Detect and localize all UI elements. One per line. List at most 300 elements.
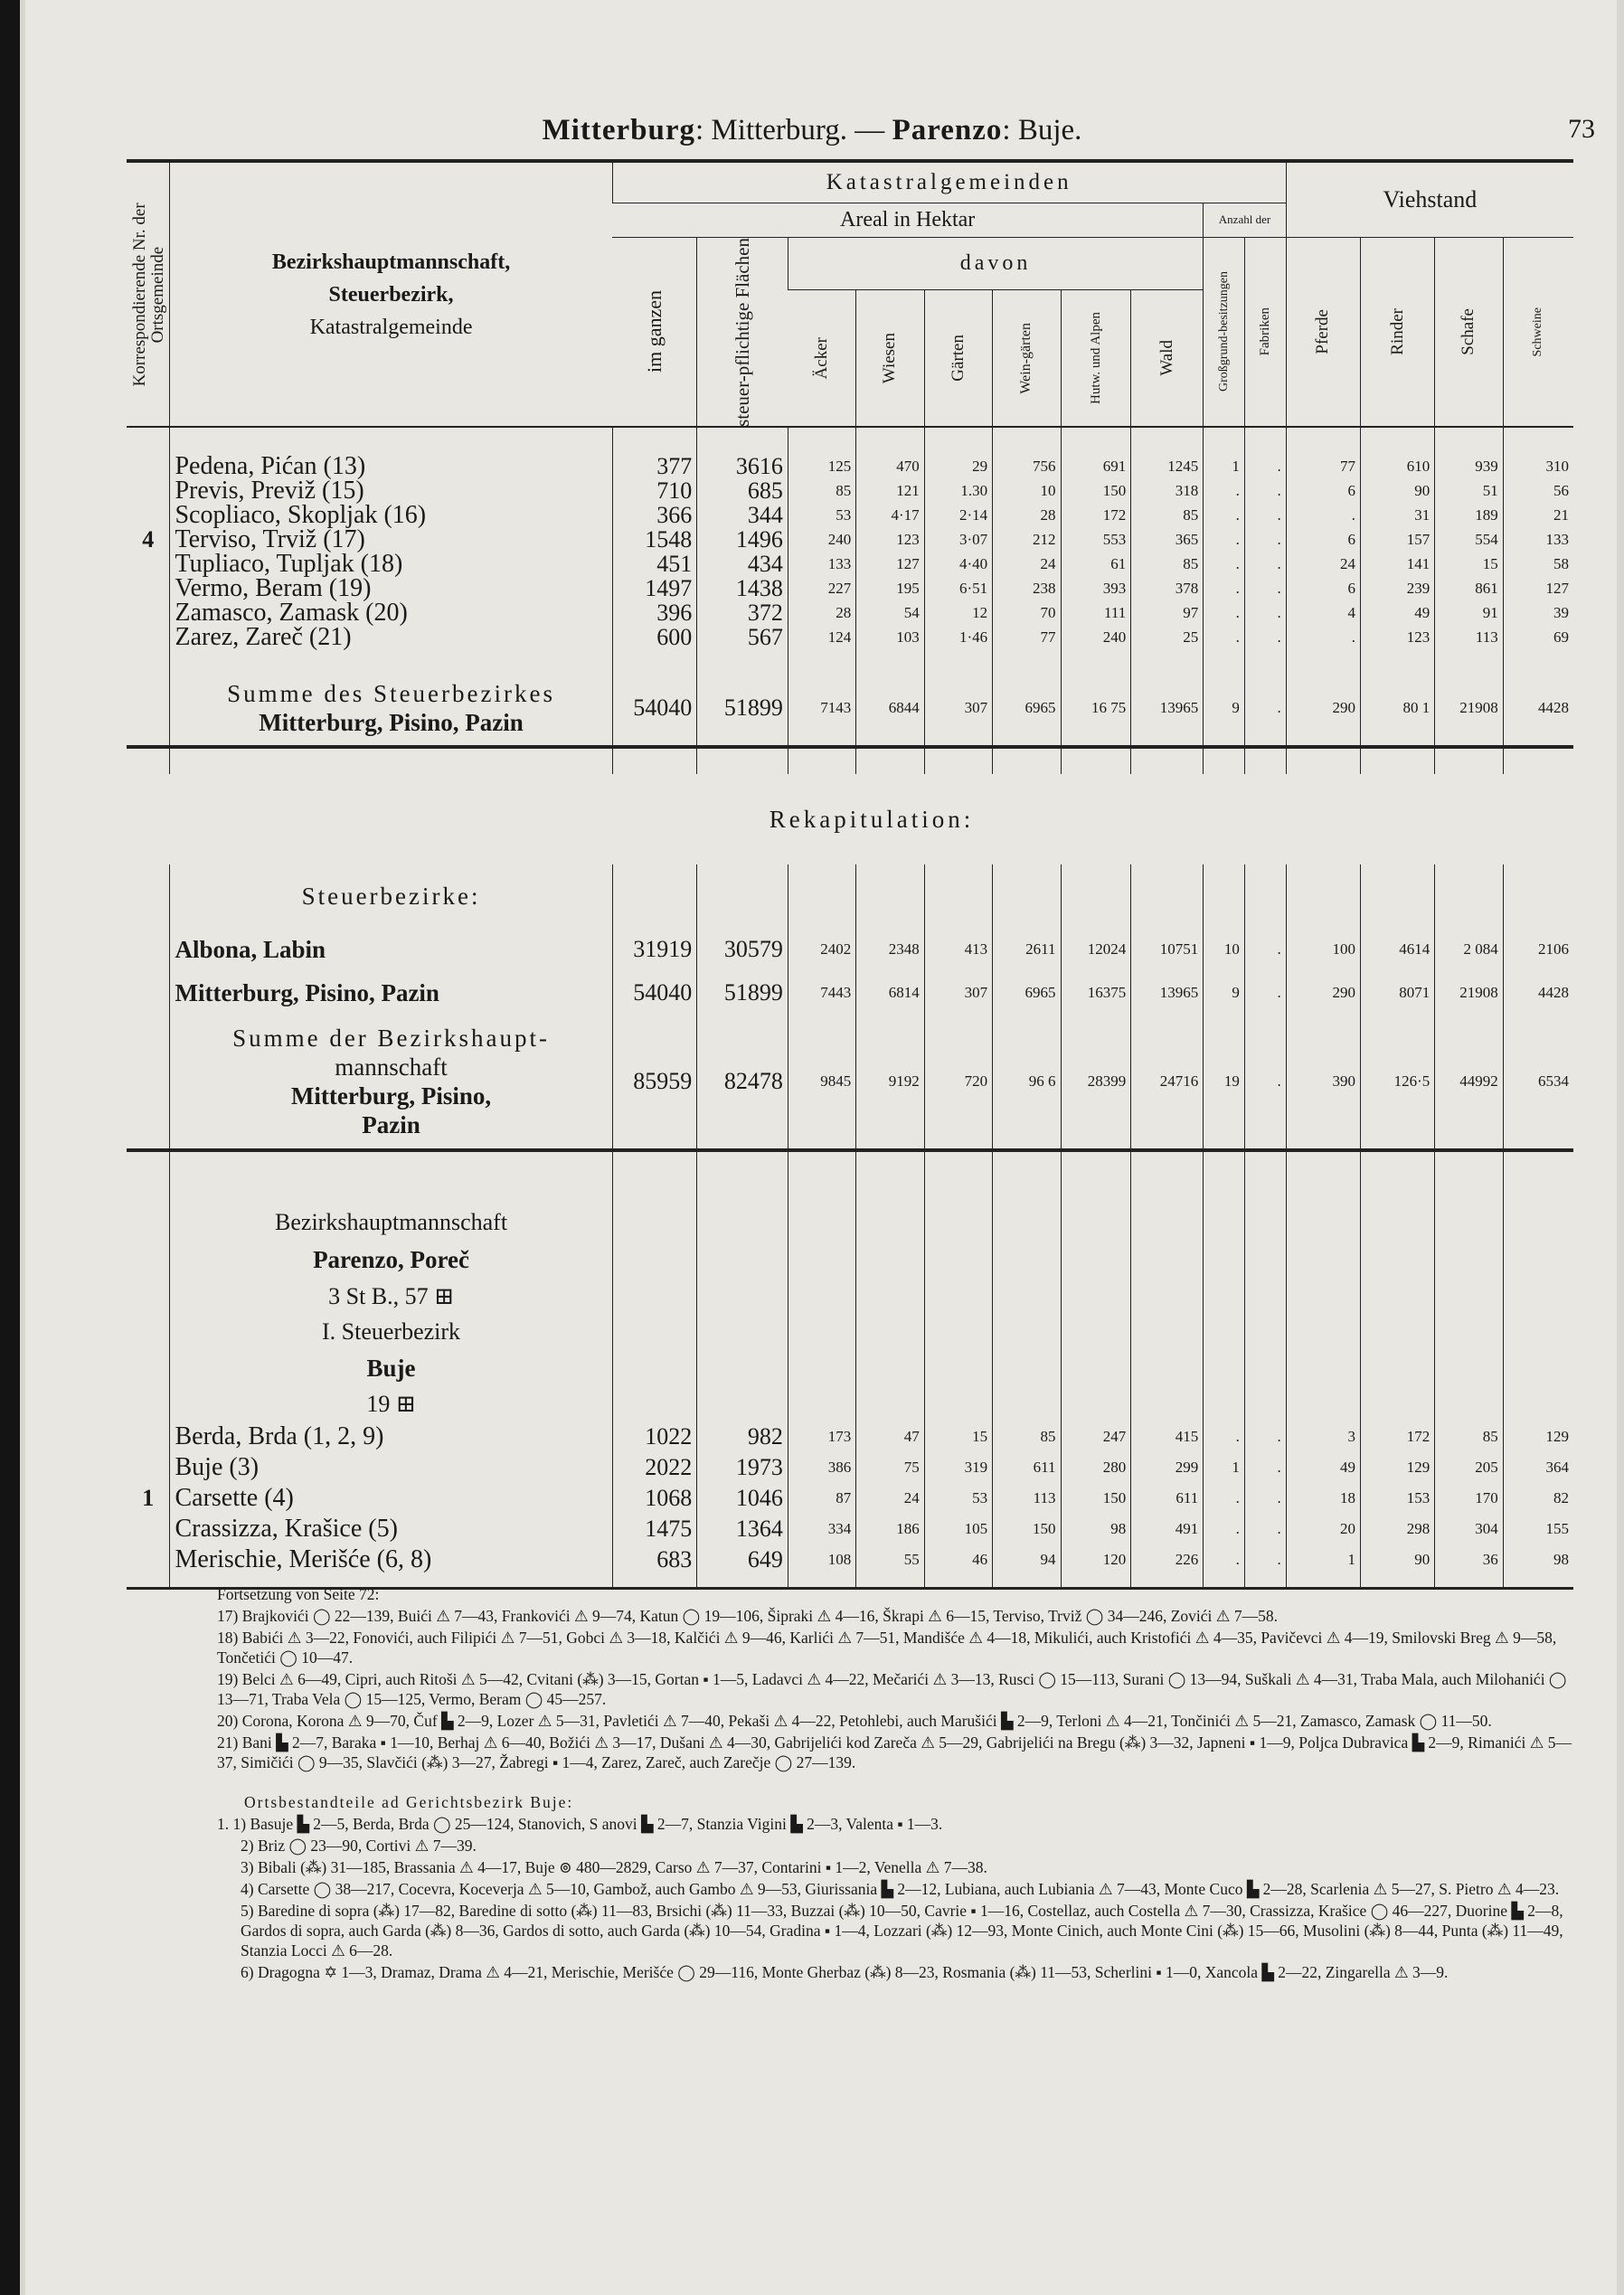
header-tax-district: Steuerbezirk, <box>328 282 454 307</box>
cell-r: 4614 <box>1361 928 1435 971</box>
sum-f: . <box>1244 671 1286 747</box>
ortsbestandteil-4: 4) Carsette ◯ 38—217, Cocevra, Koceverja ⚠ 5—10, Gambož, auch Gambo ⚠ 9—53, Giurissania ▙ 2—12, Lubiana, auch Lubiania ⚠ 7—43, Monte Cuco ▙ 2—28, Scarlenia ⚠ 5—27, S. Pietro ⚠ 4—23. <box>241 1880 1560 1898</box>
cell-wa: 10751 <box>1131 928 1204 971</box>
cell-sc: 91 <box>1435 600 1503 625</box>
cell-h: 120 <box>1061 1544 1131 1575</box>
cell-h: 247 <box>1061 1421 1131 1452</box>
sum-label-line: Mitterburg, Pisino, <box>290 1082 492 1110</box>
cell-sw: 58 <box>1503 552 1573 576</box>
cell-g: 1497 <box>612 576 697 600</box>
row-nr <box>127 600 170 625</box>
table-row <box>127 928 1573 971</box>
ortsbestandteile-heading: Ortsbestandteile ad Gerichtsbezirk Buje: <box>244 1793 574 1811</box>
cell-h: 150 <box>1061 1483 1131 1514</box>
cell-sc: 36 <box>1435 1544 1503 1575</box>
cell-f: . <box>1244 1452 1286 1483</box>
cell-ga: 4·40 <box>924 552 992 576</box>
cell-r: 129 <box>1361 1452 1435 1483</box>
header-weingaerten: Wein-gärten <box>1018 322 1034 394</box>
cell-sw: 155 <box>1503 1514 1573 1544</box>
cell-sc: 170 <box>1435 1483 1503 1514</box>
cell-g: 600 <box>612 625 697 649</box>
cell-a: 7443 <box>788 971 855 1015</box>
parenzo-heading: Bezirkshauptmannschaft <box>170 1204 612 1241</box>
cell-h: 16375 <box>1061 971 1131 1015</box>
cell-f: . <box>1244 971 1286 1015</box>
sum-ga: 720 <box>924 1015 992 1150</box>
cell-a: 124 <box>788 625 855 649</box>
cell-a: 240 <box>788 527 855 552</box>
table-body <box>127 427 1573 1588</box>
cell-h: 280 <box>1061 1452 1131 1483</box>
sum-g: 85959 <box>612 1015 697 1150</box>
ortsbestandteil-5: 5) Baredine di sopra (⁂) 17—82, Baredine di sotto (⁂) 11—83, Brsichi (⁂) 11—33, Buzzai (⁂) 10—50, Cavrie ▪ 1—16, Costellaz, auch Costella ⚠ 7—30, Crassizza, Krašice ◯ 46—227, Duorine ▙ 2—8, Gardos di sopra, auch Garda (⁂) 8—36, Gardos di sotto, auch Garda (⁂) 10—54, Gradina ▪ 1—4, Lozzari (⁂) 12—93, Monte Cinich, auch Monte Cini (⁂) 15—66, Musolini (⁂) 8—44, Punta (⁂) 11—49, Stanzia Locci ⚠ 6—28. <box>241 1902 1563 1960</box>
header-pferde: Pferde <box>1313 309 1333 354</box>
cell-f: . <box>1244 527 1286 552</box>
cell-a: 386 <box>788 1452 855 1483</box>
cell-w: 54 <box>856 600 924 625</box>
cell-a: 2402 <box>788 928 855 971</box>
cell-wg: 77 <box>993 625 1061 649</box>
cell-wa: 318 <box>1131 478 1204 503</box>
cell-s: 1973 <box>697 1452 788 1483</box>
cell-wg: 212 <box>993 527 1061 552</box>
table-row <box>127 600 1573 625</box>
table-row <box>127 576 1573 600</box>
header-cadastral: Katastralgemeinde <box>309 315 473 339</box>
cell-w: 186 <box>856 1514 924 1544</box>
cell-sw: 21 <box>1503 503 1573 527</box>
cell-r: 8071 <box>1361 971 1435 1015</box>
cell-sc: 2 084 <box>1435 928 1503 971</box>
cell-ga: 53 <box>924 1483 992 1514</box>
cell-p: 77 <box>1286 454 1360 478</box>
cell-w: 121 <box>856 478 924 503</box>
cell-f: . <box>1244 928 1286 971</box>
header-hutweiden: Hutw. und Alpen <box>1088 312 1103 405</box>
table-row <box>127 527 1573 552</box>
header-anzahl: Anzahl der <box>1204 203 1287 237</box>
row-nr <box>127 1544 170 1575</box>
ortsbestandteil-1: 1. 1) Basuje ▙ 2—5, Berda, Brda ◯ 25—124, Stanovich, S anovi ▙ 2—7, Stanzia Vigini ▙ 2—3, Valenta ▪ 1—3. <box>217 1815 943 1833</box>
cell-sw: 98 <box>1503 1544 1573 1575</box>
cell-sc: 113 <box>1435 625 1503 649</box>
header-district-left: Mitterburg <box>542 114 696 146</box>
sum-s: 82478 <box>697 1015 788 1150</box>
sum-label-line: Summe der Bezirkshaupt- <box>232 1025 550 1053</box>
cell-g: 1068 <box>612 1483 697 1514</box>
cell-wa: 299 <box>1131 1452 1204 1483</box>
sum-gg: 19 <box>1204 1015 1245 1150</box>
row-name: Carsette (4) <box>170 1483 612 1514</box>
cell-sc: 554 <box>1435 527 1503 552</box>
cell-gg: . <box>1204 625 1245 649</box>
sum-label <box>170 1015 612 1150</box>
cell-p: 18 <box>1286 1483 1360 1514</box>
cell-wg: 2611 <box>993 928 1061 971</box>
cell-s: 372 <box>697 600 788 625</box>
cell-s: 344 <box>697 503 788 527</box>
cell-g: 31919 <box>612 928 697 971</box>
rekapitulation-title: Rekapitulation: <box>769 805 975 833</box>
row-nr <box>127 552 170 576</box>
cell-wa: 365 <box>1131 527 1204 552</box>
header-gaerten: Gärten <box>948 335 968 382</box>
row-nr <box>127 576 170 600</box>
header-wald: Wald <box>1157 340 1176 377</box>
cell-sw: 56 <box>1503 478 1573 503</box>
cell-s: 649 <box>697 1544 788 1575</box>
row-nr: 4 <box>142 526 155 553</box>
row-name: Buje (3) <box>170 1452 612 1483</box>
cell-ga: 413 <box>924 928 992 971</box>
cell-gg: 9 <box>1204 971 1245 1015</box>
cell-s: 1364 <box>697 1514 788 1544</box>
cell-r: 610 <box>1361 454 1435 478</box>
cell-r: 90 <box>1361 478 1435 503</box>
cell-s: 982 <box>697 1421 788 1452</box>
cell-f: . <box>1244 1514 1286 1544</box>
sum-p: 290 <box>1286 671 1360 747</box>
cell-gg: . <box>1204 503 1245 527</box>
row-name: Zarez, Zareč (21) <box>170 625 612 649</box>
row-name: Vermo, Beram (19) <box>170 576 612 600</box>
sum-gg: 9 <box>1204 671 1245 747</box>
cell-gg: . <box>1204 1544 1245 1575</box>
cell-f: . <box>1244 552 1286 576</box>
cell-a: 108 <box>788 1544 855 1575</box>
cell-wa: 491 <box>1131 1514 1204 1544</box>
table-row <box>127 478 1573 503</box>
cell-wg: 24 <box>993 552 1061 576</box>
cell-p: . <box>1286 625 1360 649</box>
row-nr: 1 <box>142 1485 155 1512</box>
cell-wa: 611 <box>1131 1483 1204 1514</box>
row-nr <box>127 478 170 503</box>
sum-r: 80 1 <box>1361 671 1435 747</box>
cell-gg: 10 <box>1204 928 1245 971</box>
cell-w: 6814 <box>856 971 924 1015</box>
cell-r: 153 <box>1361 1483 1435 1514</box>
sum-s: 51899 <box>697 671 788 747</box>
cell-g: 1022 <box>612 1421 697 1452</box>
cell-gg: . <box>1204 552 1245 576</box>
cell-sw: 69 <box>1503 625 1573 649</box>
cell-a: 87 <box>788 1483 855 1514</box>
header-nr: Korrespondierende Nr. der Ortsgemeinde <box>130 203 167 387</box>
header-district-title: Bezirkshauptmannschaft, <box>271 250 511 274</box>
cell-a: 334 <box>788 1514 855 1544</box>
sum-label-line: Summe des Steuerbezirkes <box>227 680 555 708</box>
cell-wa: 415 <box>1131 1421 1204 1452</box>
cell-g: 366 <box>612 503 697 527</box>
cell-wg: 238 <box>993 576 1061 600</box>
row-name: Terviso, Trviž (17) <box>170 527 612 552</box>
cell-r: 298 <box>1361 1514 1435 1544</box>
cell-wa: 1245 <box>1131 454 1204 478</box>
row-nr <box>127 454 170 478</box>
sum-ga: 307 <box>924 671 992 747</box>
cell-p: 4 <box>1286 600 1360 625</box>
cell-h: 12024 <box>1061 928 1131 971</box>
cell-p: 290 <box>1286 971 1360 1015</box>
cell-r: 172 <box>1361 1421 1435 1452</box>
cell-ga: 15 <box>924 1421 992 1452</box>
cell-h: 150 <box>1061 478 1131 503</box>
sum-label <box>170 671 612 747</box>
cell-f: . <box>1244 576 1286 600</box>
row-nr <box>127 1421 170 1452</box>
cell-r: 90 <box>1361 1544 1435 1575</box>
cell-w: 2348 <box>856 928 924 971</box>
cell-s: 3616 <box>697 454 788 478</box>
table-row <box>127 1483 1573 1514</box>
cell-a: 173 <box>788 1421 855 1452</box>
cell-w: 470 <box>856 454 924 478</box>
cell-ga: 46 <box>924 1544 992 1575</box>
row-nr <box>127 1514 170 1544</box>
cell-wg: 756 <box>993 454 1061 478</box>
page-header <box>0 114 1624 147</box>
sum-row <box>127 671 1573 747</box>
cell-ga: 12 <box>924 600 992 625</box>
cell-ga: 1·46 <box>924 625 992 649</box>
parenzo-name: Parenzo, Poreč <box>170 1241 612 1279</box>
sum-row <box>127 1015 1573 1150</box>
cell-sw: 4428 <box>1503 971 1573 1015</box>
cell-sc: 304 <box>1435 1514 1503 1544</box>
footnotes <box>217 1584 1573 1984</box>
row-name: Previs, Previž (15) <box>170 478 612 503</box>
row-name: Zamasco, Zamask (20) <box>170 600 612 625</box>
cell-sc: 85 <box>1435 1421 1503 1452</box>
header-steuerpflichtige: steuer-pflichtige Flächen <box>732 237 754 427</box>
cell-w: 47 <box>856 1421 924 1452</box>
sum-sc: 21908 <box>1435 671 1503 747</box>
row-name: Scopliaco, Skopljak (16) <box>170 503 612 527</box>
cell-ga: 29 <box>924 454 992 478</box>
cell-wa: 85 <box>1131 552 1204 576</box>
parenzo-count: 19 ⊞ <box>170 1387 612 1421</box>
sum-f: . <box>1244 1015 1286 1150</box>
cell-wa: 13965 <box>1131 971 1204 1015</box>
cell-w: 103 <box>856 625 924 649</box>
cell-ga: 307 <box>924 971 992 1015</box>
cell-wg: 94 <box>993 1544 1061 1575</box>
cell-wg: 6965 <box>993 971 1061 1015</box>
cell-h: 98 <box>1061 1514 1131 1544</box>
cell-sc: 15 <box>1435 552 1503 576</box>
cell-gg: 1 <box>1204 454 1245 478</box>
header-viehstand: Viehstand <box>1286 161 1573 237</box>
statistics-table <box>127 159 1573 1590</box>
cell-g: 1475 <box>612 1514 697 1544</box>
header-davon: davon <box>788 237 1203 290</box>
cell-w: 75 <box>856 1452 924 1483</box>
cell-wa: 226 <box>1131 1544 1204 1575</box>
cell-gg: . <box>1204 600 1245 625</box>
cell-s: 1046 <box>697 1483 788 1514</box>
cell-s: 30579 <box>697 928 788 971</box>
cell-g: 683 <box>612 1544 697 1575</box>
cell-f: . <box>1244 503 1286 527</box>
cell-ga: 3·07 <box>924 527 992 552</box>
sum-g: 54040 <box>612 671 697 747</box>
cell-sc: 205 <box>1435 1452 1503 1483</box>
cell-h: 61 <box>1061 552 1131 576</box>
sum-sw: 4428 <box>1503 671 1573 747</box>
header-rinder: Rinder <box>1387 308 1407 355</box>
cell-p: . <box>1286 503 1360 527</box>
cell-r: 31 <box>1361 503 1435 527</box>
cell-wg: 611 <box>993 1452 1061 1483</box>
cell-h: 111 <box>1061 600 1131 625</box>
cell-f: . <box>1244 1544 1286 1575</box>
cell-g: 54040 <box>612 971 697 1015</box>
cell-r: 49 <box>1361 600 1435 625</box>
cell-s: 1496 <box>697 527 788 552</box>
sum-wa: 13965 <box>1131 671 1204 747</box>
sum-wg: 6965 <box>993 671 1061 747</box>
parenzo-steuerbezirk: I. Steuerbezirk <box>170 1315 612 1349</box>
footnote-17: 17) Brajkovići ◯ 22—139, Buići ⚠ 7—43, Frankovići ⚠ 9—74, Katun ◯ 19—106, Šipraki ⚠ 4—16, Škrapi ⚠ 6—15, Terviso, Trviž ◯ 34—246, Zovići ⚠ 7—58. <box>217 1607 1278 1625</box>
cell-f: . <box>1244 478 1286 503</box>
parenzo-stats: 3 St B., 57 ⊞ <box>170 1279 612 1315</box>
table-row <box>127 503 1573 527</box>
cell-g: 396 <box>612 600 697 625</box>
cell-wg: 150 <box>993 1514 1061 1544</box>
cell-r: 123 <box>1361 625 1435 649</box>
row-name: Berda, Brda (1, 2, 9) <box>170 1421 612 1452</box>
cell-wa: 97 <box>1131 600 1204 625</box>
cell-wg: 10 <box>993 478 1061 503</box>
row-nr <box>127 928 170 971</box>
book-spine <box>0 0 20 2295</box>
table-row <box>127 1514 1573 1544</box>
cell-ga: 6·51 <box>924 576 992 600</box>
cell-sw: 82 <box>1503 1483 1573 1514</box>
cell-a: 125 <box>788 454 855 478</box>
header-fabriken: Fabriken <box>1258 307 1273 356</box>
row-name: Tupliaco, Tupljak (18) <box>170 552 612 576</box>
cell-gg: . <box>1204 1514 1245 1544</box>
sum-h: 28399 <box>1061 1015 1131 1150</box>
row-nr <box>127 503 170 527</box>
cell-a: 28 <box>788 600 855 625</box>
footnote-19: 19) Belci ⚠ 6—49, Cipri, auch Ritoši ⚠ 5—42, Cvitani (⁂) 3—15, Gortan ▪ 1—5, Ladavci ⚠ 4—22, Mečarići ⚠ 3—13, Rusci ◯ 15—113, Surani ◯ 13—94, Suškali ⚠ 4—31, Traba Mala, auch Milohanići ◯ 13—71, Traba Vela ◯ 15—125, Vermo, Beram ◯ 45—257. <box>217 1670 1567 1708</box>
cell-g: 2022 <box>612 1452 697 1483</box>
cell-sw: 364 <box>1503 1452 1573 1483</box>
row-nr <box>127 1452 170 1483</box>
cell-h: 553 <box>1061 527 1131 552</box>
sum-wa: 24716 <box>1131 1015 1204 1150</box>
cell-s: 51899 <box>697 971 788 1015</box>
header-schweine: Schweine <box>1531 307 1545 357</box>
header-schafe: Schafe <box>1459 308 1478 355</box>
cell-s: 434 <box>697 552 788 576</box>
header-acker: Äcker <box>811 337 831 380</box>
sum-a: 9845 <box>788 1015 855 1150</box>
row-nr <box>127 625 170 649</box>
cell-r: 141 <box>1361 552 1435 576</box>
cell-sc: 861 <box>1435 576 1503 600</box>
cell-ga: 319 <box>924 1452 992 1483</box>
footnote-20: 20) Corona, Korona ⚠ 9—70, Čuf ▙ 2—9, Lozer ⚠ 5—31, Pavletići ⚠ 7—40, Pekaši ⚠ 4—22, Petohlebi, auch Marušići ▙ 2—9, Terloni ⚠ 4—21, Tončinići ⚠ 5—21, Zamasco, Zamask ◯ 11—50. <box>217 1712 1492 1730</box>
row-name: Pedena, Pićan (13) <box>170 454 612 478</box>
cell-g: 1548 <box>612 527 697 552</box>
cell-a: 227 <box>788 576 855 600</box>
cell-f: . <box>1244 625 1286 649</box>
cell-sw: 2106 <box>1503 928 1573 971</box>
cell-gg: . <box>1204 1483 1245 1514</box>
cell-f: . <box>1244 600 1286 625</box>
table-row <box>127 971 1573 1015</box>
cell-s: 1438 <box>697 576 788 600</box>
cell-sw: 39 <box>1503 600 1573 625</box>
parenzo-buje: Buje <box>170 1349 612 1387</box>
cell-p: 1 <box>1286 1544 1360 1575</box>
sum-label-line: mannschaft <box>335 1053 448 1081</box>
cell-h: 393 <box>1061 576 1131 600</box>
cell-sw: 310 <box>1503 454 1573 478</box>
ortsbestandteil-2: 2) Briz ◯ 23—90, Cortivi ⚠ 7—39. <box>241 1837 477 1855</box>
cell-f: . <box>1244 1483 1286 1514</box>
footnote-18: 18) Babići ⚠ 3—22, Fonovići, auch Filipići ⚠ 7—51, Gobci ⚠ 3—18, Kalčići ⚠ 9—46, Karlići ⚠ 7—51, Mandišće ⚠ 4—18, Mikulići, auch Kristofići ⚠ 4—35, Pavičevci ⚠ 4—19, Smilovski Breg ⚠ 9—58, Tončetići ◯ 10—47. <box>217 1629 1557 1667</box>
cell-p: 3 <box>1286 1421 1360 1452</box>
sum-label-line: Pazin <box>362 1111 420 1139</box>
sum-sw: 6534 <box>1503 1015 1573 1150</box>
table-row <box>127 454 1573 478</box>
cell-r: 157 <box>1361 527 1435 552</box>
cell-wa: 378 <box>1131 576 1204 600</box>
cell-sw: 133 <box>1503 527 1573 552</box>
cell-w: 24 <box>856 1483 924 1514</box>
footnote-heading: Fortsetzung von Seite 72: <box>217 1585 380 1603</box>
cell-g: 377 <box>612 454 697 478</box>
cell-w: 127 <box>856 552 924 576</box>
header-right-rest: : Buje. <box>1002 114 1082 146</box>
footnote-21: 21) Bani ▙ 2—7, Baraka ▪ 1—10, Berhaj ⚠ 6—40, Božići ⚠ 3—17, Dušani ⚠ 4—30, Gabrijelići kod Zareča ⚠ 5—29, Gabrijelići na Bregu (⁂) 3—32, Japneni ▪ 1—9, Poljca Dubravica ▙ 2—9, Rimanići ⚠ 5—37, Simičići ◯ 9—35, Slavčići (⁂) 3—27, Žabregi ▪ 1—4, Zarez, Zareč, auch Zarečje ◯ 27—139. <box>217 1733 1572 1771</box>
rekap-subtitle: Steuerbezirke: <box>170 864 612 928</box>
cell-sw: 129 <box>1503 1421 1573 1452</box>
cell-wg: 85 <box>993 1421 1061 1452</box>
cell-a: 133 <box>788 552 855 576</box>
sum-wg: 96 6 <box>993 1015 1061 1150</box>
header-im-ganzen: im ganzen <box>642 290 666 373</box>
cell-gg: . <box>1204 576 1245 600</box>
cell-s: 567 <box>697 625 788 649</box>
cell-gg: . <box>1204 527 1245 552</box>
sum-w: 6844 <box>856 671 924 747</box>
cell-gg: . <box>1204 478 1245 503</box>
cell-sc: 939 <box>1435 454 1503 478</box>
cell-p: 6 <box>1286 478 1360 503</box>
row-name: Albona, Labin <box>170 928 612 971</box>
cell-sw: 127 <box>1503 576 1573 600</box>
cell-f: . <box>1244 1421 1286 1452</box>
cell-gg: 1 <box>1204 1452 1245 1483</box>
header-wiesen: Wiesen <box>880 333 900 384</box>
header-left-rest: : Mitterburg. — <box>695 114 892 146</box>
ortsbestandteil-3: 3) Bibali (⁂) 31—185, Brassania ⚠ 4—17, Buje ⊚ 480—2829, Carso ⚠ 7—37, Contarini ▪ 1—2, Venella ⚠ 7—38. <box>241 1858 987 1876</box>
cell-sc: 51 <box>1435 478 1503 503</box>
cell-wa: 85 <box>1131 503 1204 527</box>
table-row <box>127 1544 1573 1575</box>
header-grossgrund: Großgrund-besitzungen <box>1216 271 1231 392</box>
sum-sc: 44992 <box>1435 1015 1503 1150</box>
cell-h: 172 <box>1061 503 1131 527</box>
sum-h: 16 75 <box>1061 671 1131 747</box>
